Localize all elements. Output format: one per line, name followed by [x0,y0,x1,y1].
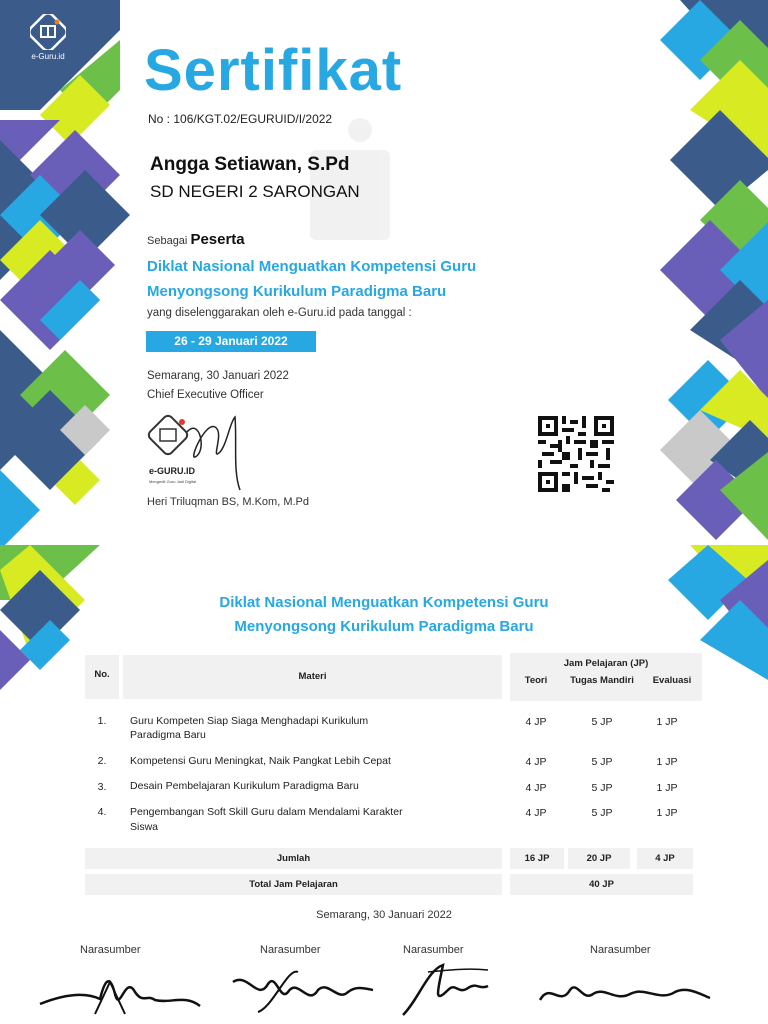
header-jp [510,653,702,701]
header-no-label: No. [94,669,110,680]
left-border-shapes [0,0,130,690]
speaker-signature-4 [535,972,715,1012]
row-materi: Kompetensi Guru Meningkat, Naik Pangkat Lebih Cepat [130,755,391,767]
eguru-logo-text: e-Guru.id [31,52,65,61]
total-label [85,874,502,895]
eguru-logo [22,14,74,61]
header-materi [123,655,502,699]
speaker-label-2: Narasumber [260,944,321,956]
role-line [147,231,245,248]
total-label-text: Total Jam Pelajaran [249,879,338,890]
recipient-name: Angga Setiawan, S.Pd [150,154,350,175]
sign-role: Chief Executive Officer [147,389,264,401]
row-no: 1. [97,715,107,727]
row-tugas: 5 JP [591,716,613,728]
row-no: 4. [97,806,107,818]
row-evaluasi: 1 JP [656,807,678,819]
row-materi: Guru Kompeten Siap Siaga Menghadapi Kurikulum [130,715,369,727]
row-materi: Pengembangan Soft Skill Guru dalam Mendalami Karakter [130,806,403,818]
certificate-title: Sertifikat [144,38,403,103]
row-tugas: 5 JP [591,807,613,819]
book-icon [30,14,66,50]
sig-logo-text: e-GURU.ID [149,466,196,476]
held-by-text: yang diselenggarakan oleh e-Guru.id pada tanggal : [147,307,412,319]
header-no [85,655,119,699]
row-teori: 4 JP [525,807,547,819]
row-materi-cont: Siswa [130,821,159,833]
watermark-book [310,118,390,240]
jumlah-evaluasi: 4 JP [637,848,693,869]
row-materi: Desain Pembelajaran Kurikulum Paradigma Baru [130,780,359,792]
date-range-badge: 26 - 29 Januari 2022 [146,331,316,352]
header-tugas: Tugas Mandiri [570,675,634,686]
row-teori: 4 JP [525,782,547,794]
course-title-line2: Menyongsong Kurikulum Paradigma Baru [147,283,447,300]
role-value: Peserta [190,231,245,248]
as-label: Sebagai [147,235,188,247]
certificate-number: No : 106/KGT.02/EGURUID/I/2022 [148,112,333,126]
recipient-school: SD NEGERI 2 SARONGAN [150,182,360,201]
qr-code [538,416,614,492]
ceo-signature [145,412,255,492]
row-materi-cont: Paradigma Baru [130,729,206,741]
curriculum-title-line2: Menyongsong Kurikulum Paradigma Baru [234,618,534,635]
row-tugas: 5 JP [591,756,613,768]
total-value: 40 JP [510,874,693,895]
curriculum-title-line1: Diklat Nasional Menguatkan Kompetensi Guru [219,594,549,611]
row-teori: 4 JP [525,756,547,768]
speaker-label-1: Narasumber [80,944,141,956]
row-teori: 4 JP [525,716,547,728]
row-tugas: 5 JP [591,782,613,794]
jumlah-teori: 16 JP [510,848,564,869]
row-no: 3. [97,781,107,793]
sig-logo-tagline: Mengedit Guru Jadi Digital [149,479,197,484]
sign-place-date: Semarang, 30 Januari 2022 [147,370,289,382]
row-evaluasi: 1 JP [656,716,678,728]
right-border-shapes [660,0,768,680]
jumlah-label-text: Jumlah [276,853,311,864]
footer-place-date: Semarang, 30 Januari 2022 [316,909,452,921]
header-teori: Teori [524,675,548,686]
speaker-signature-2 [228,962,378,1020]
speaker-label-4: Narasumber [590,944,651,956]
row-no: 2. [97,755,107,767]
speaker-label-3: Narasumber [403,944,464,956]
row-evaluasi: 1 JP [656,782,678,794]
speaker-signature-1 [35,964,205,1020]
header-jp-label: Jam Pelajaran (JP) [563,658,649,669]
header-evaluasi: Evaluasi [652,675,692,686]
speaker-signature-3 [398,960,493,1020]
row-evaluasi: 1 JP [656,756,678,768]
ceo-name: Heri Triluqman BS, M.Kom, M.Pd [147,496,309,508]
course-title-line1: Diklat Nasional Menguatkan Kompetensi Guru [147,258,477,275]
jumlah-label [85,848,502,869]
header-materi-label: Materi [298,671,327,682]
jumlah-tugas: 20 JP [568,848,630,869]
